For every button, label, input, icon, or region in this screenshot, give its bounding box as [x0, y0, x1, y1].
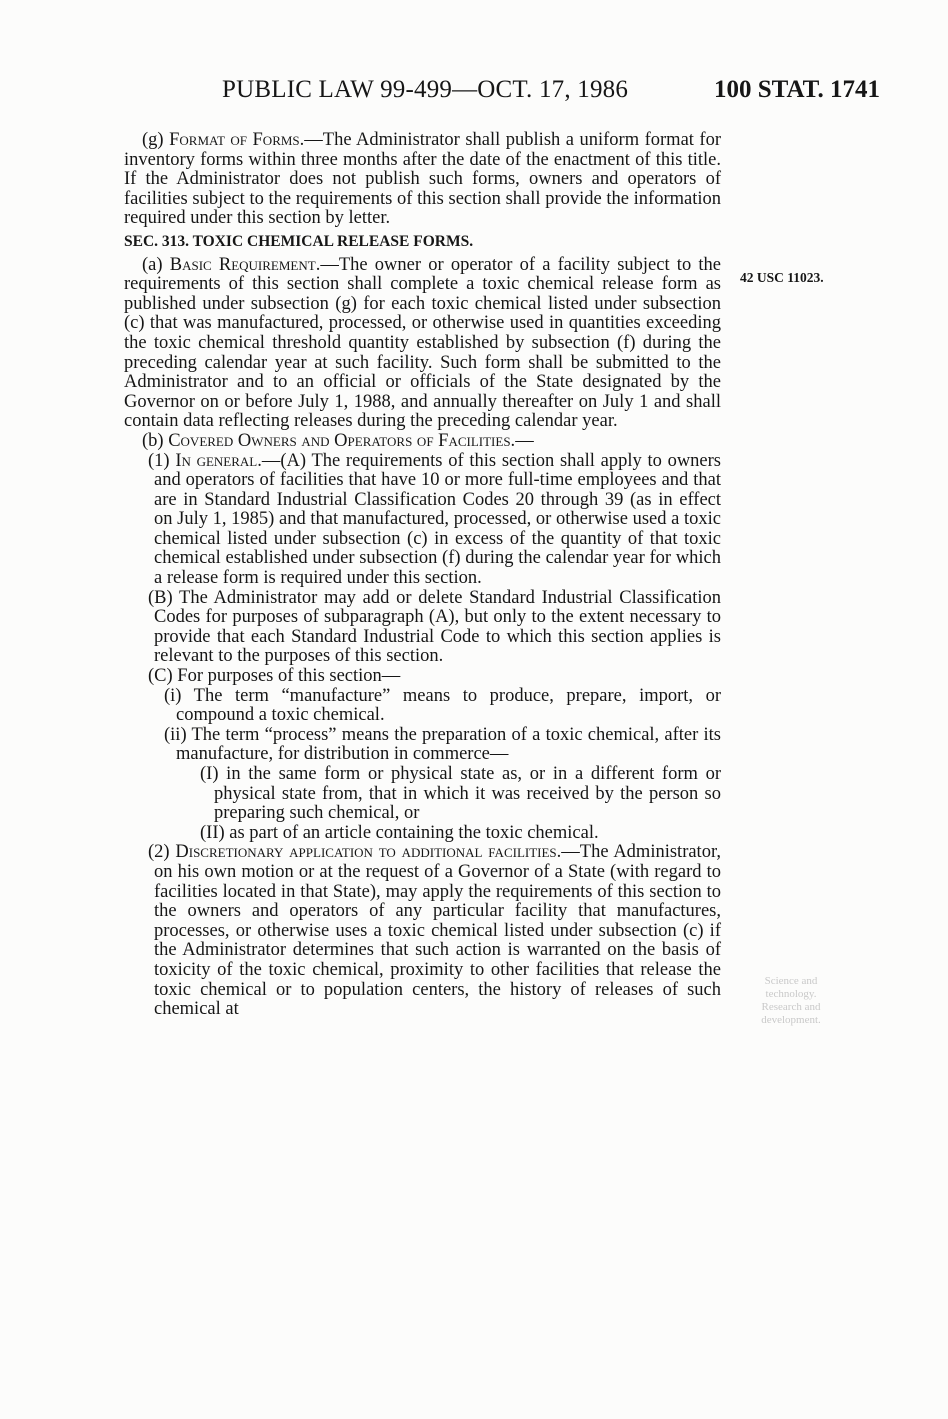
paragraph-heading: Basic Requirement.	[169, 254, 321, 275]
paragraph-heading: Covered Owners and Operators of Facilities.	[168, 430, 516, 451]
paragraph-b2	[124, 843, 721, 1019]
paragraph-b1Ci: (i) The term “manufacture” means to produce, prepare, import, or compound a toxic chemical.	[164, 685, 721, 726]
paragraph-label: (a)	[142, 254, 170, 275]
section-heading: SEC. 313. TOXIC CHEMICAL RELEASE FORMS.	[124, 232, 474, 250]
paragraph-label: (1)	[148, 450, 176, 471]
paragraph-a	[124, 256, 721, 432]
paragraph-label: (g)	[142, 130, 170, 150]
paragraph-heading: In general.	[175, 450, 262, 471]
paragraph-heading: Discretionary application to additional facilities.	[175, 842, 562, 863]
paragraph-label: (2)	[148, 842, 176, 863]
paragraph-text: —	[515, 430, 534, 451]
paragraph-text: —The owner or operator of a facility subject to the requirements of this section shall complete a toxic chemical release form as published under subsection (g) for each toxic chemical listed under subsection (c) that was manufactured, processed, or otherwise used in quantities exceeding the toxic chemical threshold quantity established by subsection (f) during the preceding calendar year at such facility. Such form shall be submitted to the Administrator and to an official or officials of the State designated by the Governor on or before July 1, 1988, and annually thereafter on July 1 and shall contain data reflecting releases during the preceding calendar year.	[124, 254, 721, 432]
faded-note-line: technology.	[765, 988, 817, 1000]
paragraph-b1Cii: (ii) The term “process” means the preparation of a toxic chemical, after its manufacture, for distribution in commerce—	[164, 724, 721, 765]
paragraph-label: (b)	[142, 430, 169, 451]
faded-note-line: Research and	[761, 1001, 821, 1013]
paragraph-b1CiiII: (II) as part of an article containing the toxic chemical.	[200, 822, 599, 843]
paragraph-heading: Format of Forms.	[169, 130, 305, 150]
paragraph-g	[124, 131, 721, 229]
paragraph-text: —The Administrator, on his own motion or at the request of a Governor of a State (with regard to facilities located in that State), may apply the requirements of this section to the owners and operators of any particular facility that manufactures, processes, or otherwise uses a toxic chemical listed under subsection (c) if the Administrator determines that such action is warranted on the basis of toxicity of the toxic chemical, proximity to other facilities that release the toxic chemical or to population centers, the history of releases of such chemical at	[154, 842, 721, 1020]
paragraph-b1B: (B) The Administrator may add or delete Standard Industrial Classification Codes for purposes of subparagraph (A), but only to the extent necessary to provide that each Standard Industrial Code to which this section applies is relevant to the purposes of this section.	[148, 587, 721, 667]
paragraph-b1C: (C) For purposes of this section—	[148, 666, 401, 687]
paragraph-b1CiiI: (I) in the same form or physical state as, or in a different form or physical state from, that in which it was received by the person so preparing such chemical, or	[200, 764, 721, 824]
faded-note-line: Science and	[764, 975, 818, 987]
paragraph-b	[124, 432, 721, 452]
margin-citation: 42 USC 11023.	[740, 270, 824, 285]
faded-margin-note	[746, 975, 836, 1027]
paragraph-text: —The Administrator shall publish a uniform format for inventory forms within three months after the date of the enactment of this title. If the Administrator does not publish such forms, owners and operators of facilities subject to the requirements of this section shall provide the information required under this section by letter.	[124, 130, 721, 229]
paragraph-text: —(A) The requirements of this section shall apply to owners and operators of facilities that have 10 or more full-time employees and that are in Standard Industrial Classification Codes 20 through 39 (as in effect on July 1, 1985) and that manufactured, processed, or otherwise used a toxic chemical listed under subsection (c) in excess of the quantity of that toxic chemical established under subsection (f) during the calendar year for which a release form is required under this section.	[154, 450, 721, 589]
statute-body	[124, 131, 721, 1020]
statute-page-number: 100 STAT. 1741	[714, 76, 880, 103]
header-title: PUBLIC LAW 99-499—OCT. 17, 1986	[222, 76, 629, 103]
faded-note-line: development.	[761, 1014, 821, 1026]
paragraph-b1	[124, 452, 721, 589]
